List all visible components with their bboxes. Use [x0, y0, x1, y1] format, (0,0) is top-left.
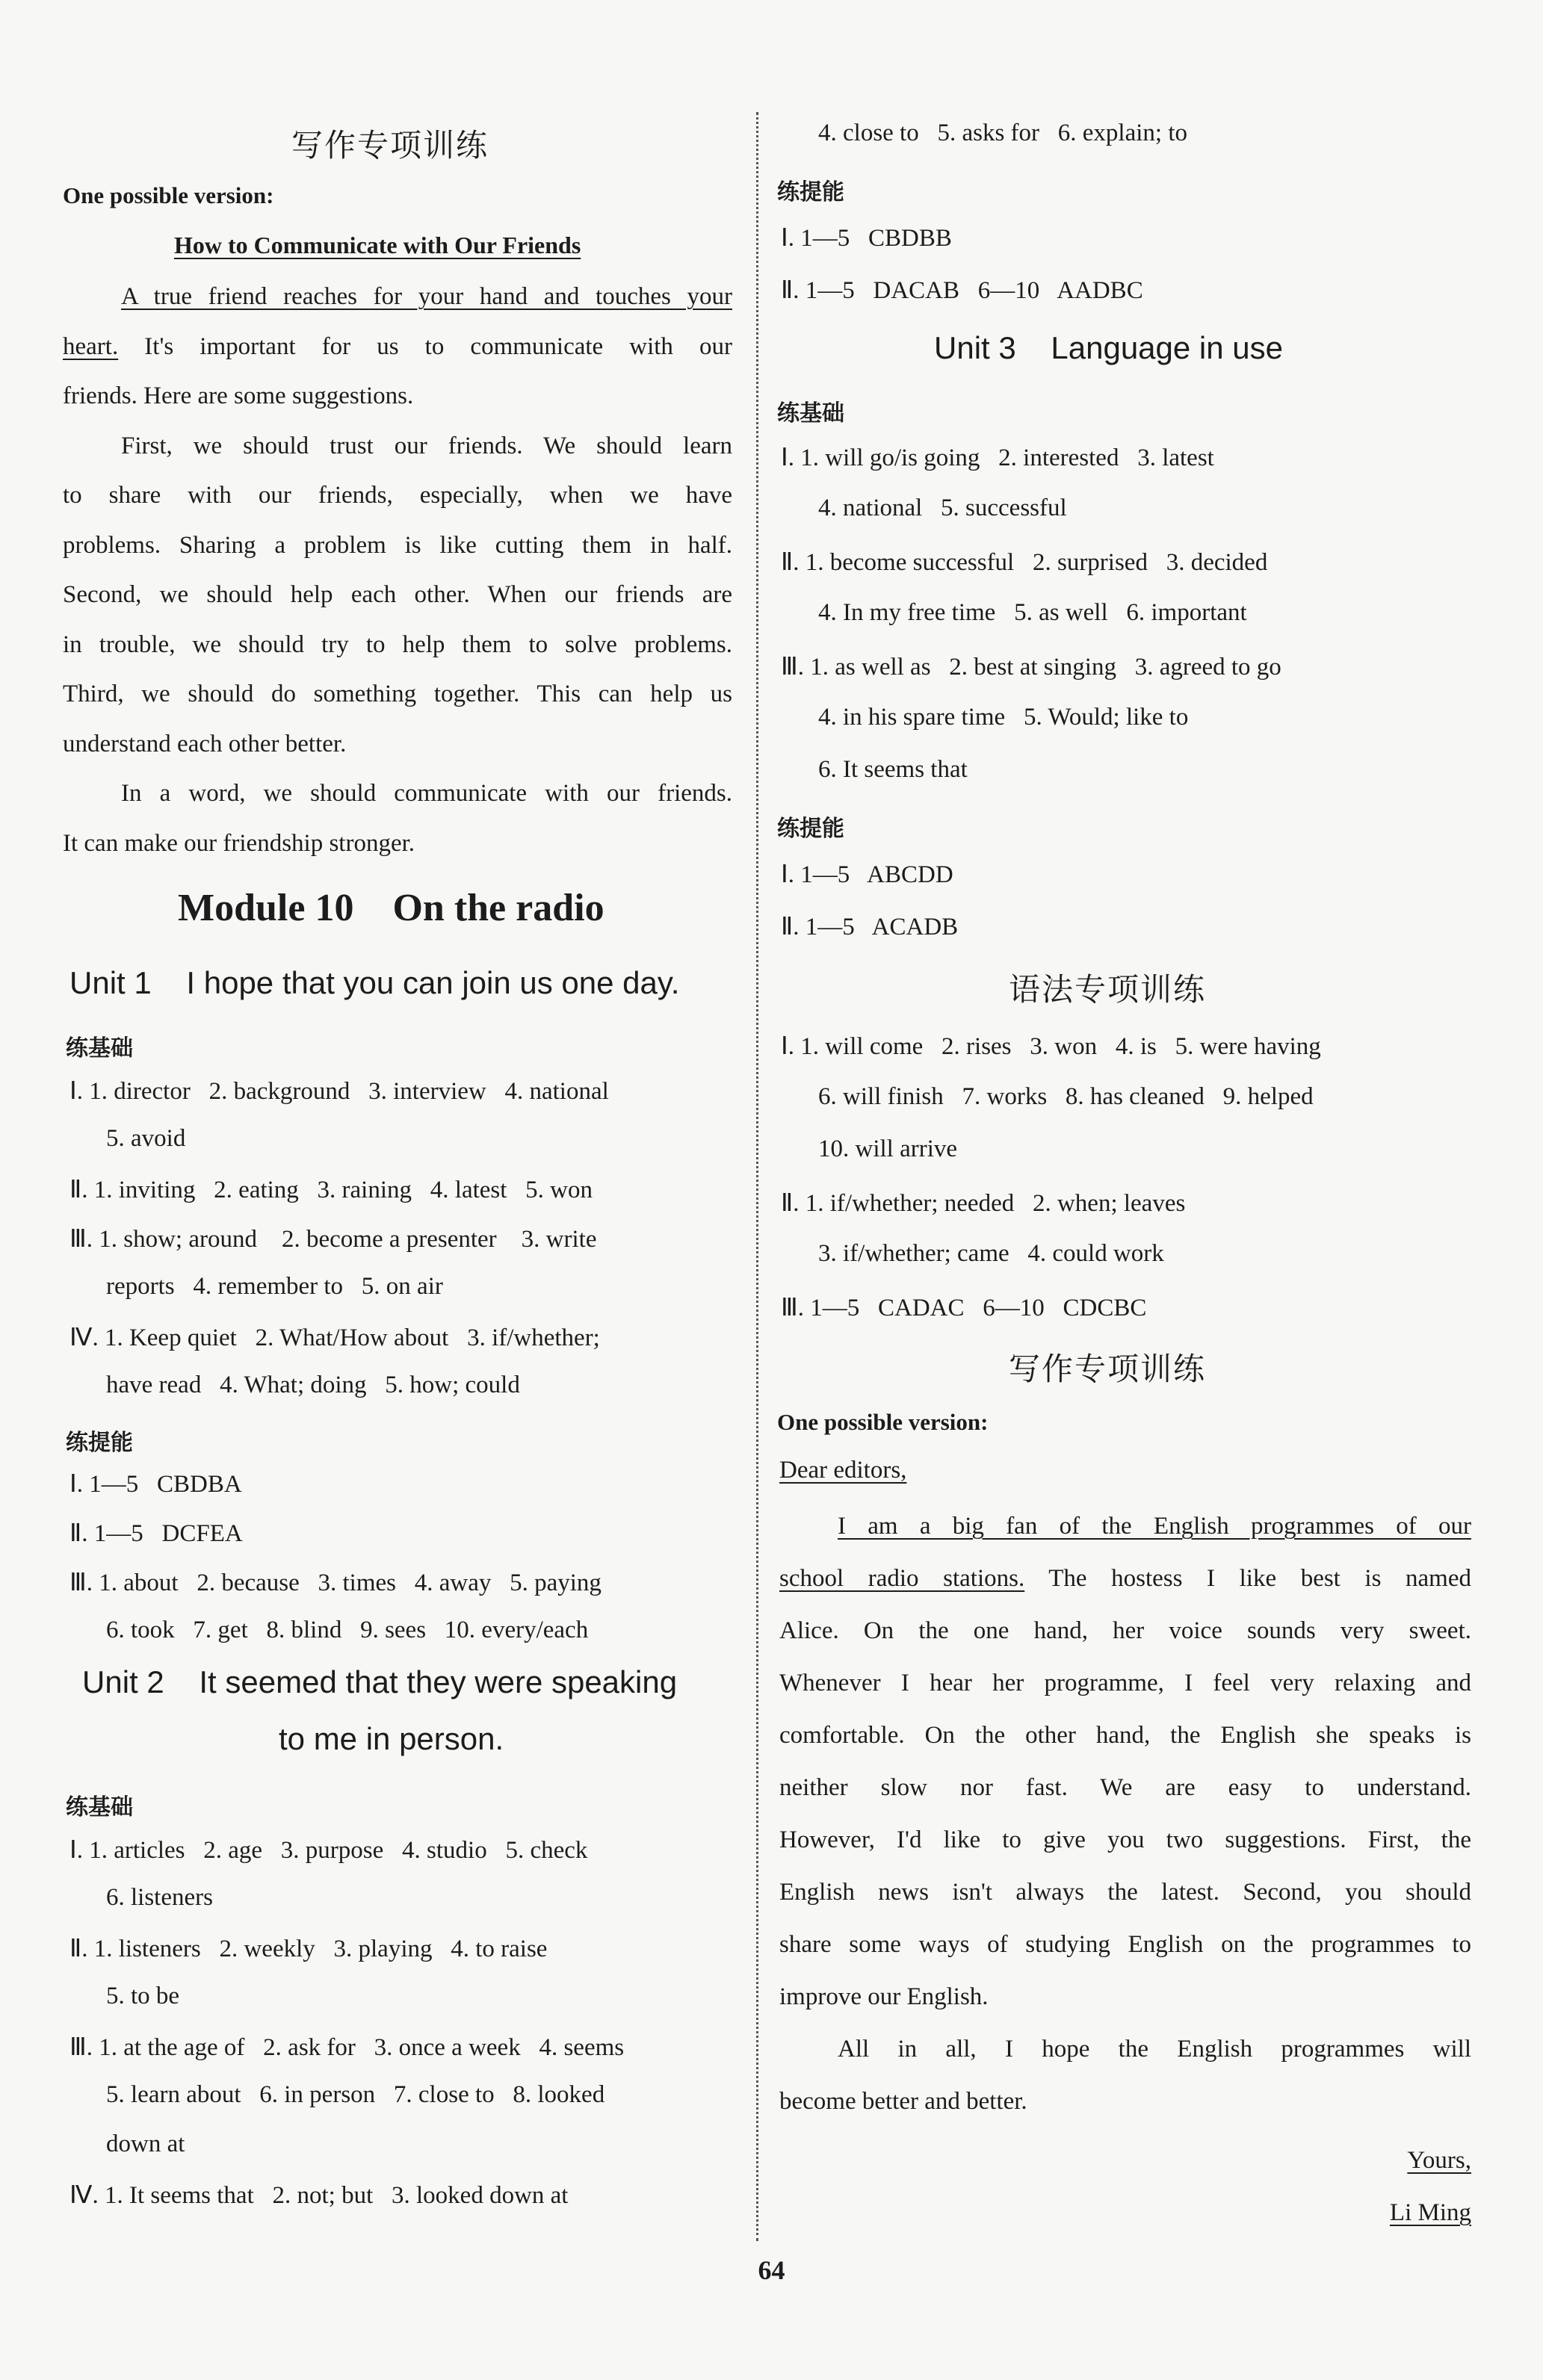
- letter-line: Whenever I hear her programme, I feel very relaxing and: [779, 1670, 1471, 1696]
- letter-line: All in all, I hope the English programmes will: [838, 2036, 1471, 2063]
- letter-body: [779, 1500, 1471, 2128]
- essay-line: A true friend reaches for your hand and touches your: [121, 283, 732, 310]
- answer-line: Ⅱ. 1. become successful 2. surprised 3. decided: [781, 549, 1268, 576]
- letter-line: school radio stations.: [779, 1565, 1025, 1592]
- answer-line: Ⅰ. 1. will come 2. rises 3. won 4. is 5. were having: [781, 1033, 1321, 1060]
- essay-title: How to Communicate with Our Friends: [174, 232, 581, 258]
- unit1-title: Unit 1 I hope that you can join us one day.: [69, 965, 680, 1000]
- unit2-title-line2: to me in person.: [279, 1721, 504, 1756]
- answer-line: Ⅳ. 1. It seems that 2. not; but 3. looked down at: [69, 2182, 569, 2209]
- writing-section-title-2: 写作专项训练: [1009, 1351, 1207, 1387]
- answer-line: 5. learn about 6. in person 7. close to 8. looked: [106, 2081, 605, 2108]
- essay-line: in trouble, we should try to help them to solve problems.: [63, 630, 732, 658]
- essay-body: [63, 272, 732, 868]
- answer-line: have read 4. What; doing 5. how; could: [106, 1372, 520, 1398]
- answer-line: Ⅱ. 1. listeners 2. weekly 3. playing 4. to raise: [69, 1936, 548, 1962]
- answer-line: 3. if/whether; came 4. could work: [818, 1240, 1164, 1267]
- letter-signature: Li Ming: [1389, 2199, 1471, 2226]
- answer-line: 6. It seems that: [818, 756, 968, 783]
- answer-line: Ⅰ. 1—5 CBDBA: [69, 1471, 242, 1498]
- answer-line: Ⅰ. 1—5 ABCDD: [781, 861, 953, 888]
- letter-line: The hostess I like best is named: [1024, 1565, 1471, 1592]
- unit3-title: Unit 3 Language in use: [934, 330, 1284, 365]
- answer-line: Ⅰ. 1. director 2. background 3. interview 4. national: [69, 1078, 609, 1105]
- essay-line: friends. Here are some suggestions.: [63, 382, 414, 409]
- letter-line: comfortable. On the other hand, the English she speaks is: [779, 1722, 1471, 1749]
- answer-line: Ⅱ. 1—5 DCFEA: [69, 1520, 243, 1547]
- essay-line: Second, we should help each other. When our friends are: [63, 581, 732, 608]
- answer-line: 4. In my free time 5. as well 6. important: [818, 599, 1247, 626]
- essay-line: It can make our friendship stronger.: [63, 829, 415, 857]
- unit3-ability-label: 练提能: [777, 816, 844, 842]
- essay-line: First, we should trust our friends. We should learn: [121, 432, 732, 459]
- letter-line: neither slow nor fast. We are easy to understand.: [779, 1774, 1471, 1801]
- answer-line: 10. will arrive: [818, 1135, 958, 1162]
- letter-line: I am a big fan of the English programmes of our: [838, 1513, 1471, 1540]
- essay-line: Third, we should do something together. This can help us: [63, 681, 732, 707]
- answer-line: Ⅱ. 1—5 ACADB: [781, 914, 959, 940]
- letter-greeting: Dear editors,: [779, 1457, 907, 1484]
- unit2-ability-label: 练提能: [777, 179, 844, 205]
- answer-line: Ⅲ. 1. as well as 2. best at singing 3. agreed to go: [781, 654, 1281, 681]
- answer-line: Ⅲ. 1. about 2. because 3. times 4. away 5. paying: [69, 1569, 602, 1596]
- answer-line: 4. national 5. successful: [818, 495, 1067, 521]
- letter-line: However, I'd like to give you two suggestions. First, the: [779, 1826, 1471, 1853]
- answer-line: Ⅱ. 1. inviting 2. eating 3. raining 4. latest 5. won: [69, 1177, 593, 1203]
- letter-line: become better and better.: [779, 2088, 1027, 2115]
- essay-line: problems. Sharing a problem is like cutting them in half.: [63, 531, 732, 559]
- answer-line: Ⅱ. 1. if/whether; needed 2. when; leaves: [781, 1190, 1186, 1217]
- unit2-title-line1: Unit 2 It seemed that they were speaking: [82, 1664, 678, 1699]
- answer-line: Ⅱ. 1—5 DACAB 6—10 AADBC: [781, 277, 1143, 304]
- possible-version-label: One possible version:: [63, 182, 274, 208]
- module-title: Module 10 On the radio: [178, 887, 604, 929]
- essay-line: to share with our friends, especially, when we have: [63, 482, 732, 509]
- essay-line: In a word, we should communicate with our friends.: [121, 780, 732, 807]
- essay-line: It's important for us to communicate with our: [118, 332, 732, 360]
- unit1-ability-label: 练提能: [66, 1430, 133, 1456]
- answer-line: down at: [106, 2130, 185, 2157]
- answer-line: Ⅰ. 1—5 CBDBB: [781, 225, 952, 252]
- page-number: 64: [758, 2255, 785, 2285]
- unit1-basics-label: 练基础: [66, 1035, 133, 1062]
- answer-line: reports 4. remember to 5. on air: [106, 1273, 443, 1300]
- answer-line: 5. to be: [106, 1983, 180, 2009]
- unit3-basics-label: 练基础: [777, 400, 844, 427]
- possible-version-label-2: One possible version:: [777, 1409, 989, 1435]
- grammar-section-title: 语法专项训练: [1009, 971, 1207, 1008]
- answer-line: Ⅰ. 1. articles 2. age 3. purpose 4. studio 5. check: [69, 1837, 588, 1864]
- answer-line: Ⅰ. 1. will go/is going 2. interested 3. latest: [781, 444, 1214, 471]
- answer-line: Ⅲ. 1—5 CADAC 6—10 CDCBC: [781, 1295, 1147, 1321]
- letter-line: Alice. On the one hand, her voice sounds very sweet.: [779, 1617, 1471, 1644]
- answer-line: Ⅳ. 1. Keep quiet 2. What/How about 3. if/whether;: [69, 1324, 600, 1351]
- unit2-basics-label: 练基础: [66, 1794, 133, 1820]
- answer-line: 6. listeners: [106, 1884, 213, 1911]
- column-divider: [756, 112, 758, 2241]
- answer-line: 6. took 7. get 8. blind 9. sees 10. every/each: [106, 1617, 589, 1643]
- writing-section-title: 写作专项训练: [291, 127, 489, 164]
- letter-closing: Yours,: [1407, 2147, 1471, 2174]
- answer-line: 5. avoid: [106, 1125, 186, 1152]
- answer-line: 4. in his spare time 5. Would; like to: [818, 704, 1189, 731]
- essay-line: understand each other better.: [63, 730, 347, 757]
- answer-line: 4. close to 5. asks for 6. explain; to: [818, 120, 1188, 146]
- answer-line: Ⅲ. 1. show; around 2. become a presenter 3. write: [69, 1226, 597, 1253]
- letter-line: improve our English.: [779, 1983, 989, 2010]
- answer-line: Ⅲ. 1. at the age of 2. ask for 3. once a week 4. seems: [69, 2034, 625, 2061]
- letter-line: share some ways of studying English on the programmes to: [779, 1931, 1471, 1958]
- answer-line: 6. will finish 7. works 8. has cleaned 9. helped: [818, 1083, 1314, 1110]
- letter-line: English news isn't always the latest. Second, you should: [779, 1879, 1471, 1906]
- essay-line: heart.: [63, 332, 119, 360]
